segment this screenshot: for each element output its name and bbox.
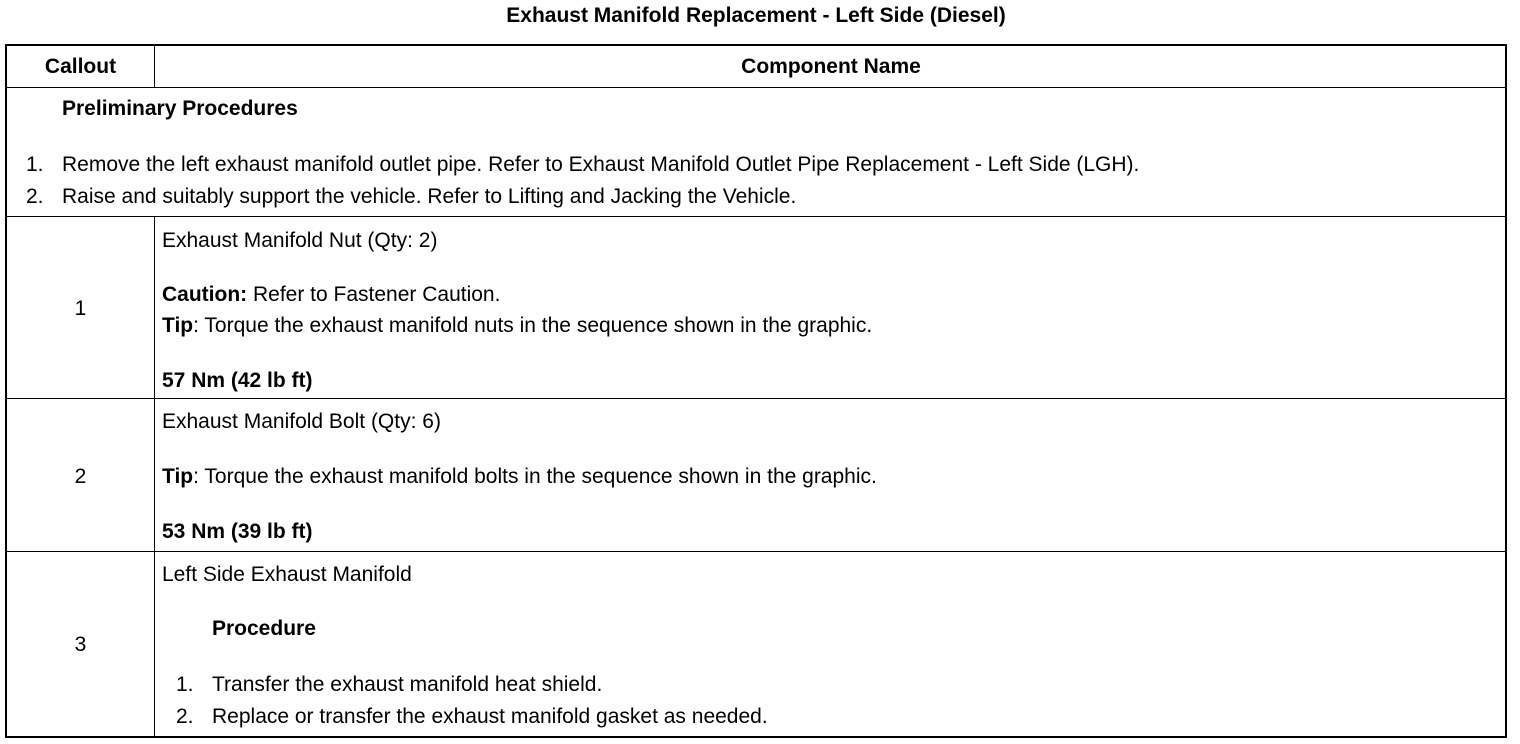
procedure-step-text: Transfer the exhaust manifold heat shield. (212, 673, 603, 696)
component-name: Exhaust Manifold Nut (Qty: 2) (162, 229, 438, 252)
component-name: Left Side Exhaust Manifold (162, 563, 412, 586)
preliminary-divider (6, 216, 1506, 217)
callout-number: 3 (74, 633, 87, 656)
tip-note (162, 465, 877, 489)
preliminary-step-text: Raise and suitably support the vehicle. Refer to Lifting and Jacking the Vehicle. (62, 185, 797, 208)
caution-label: Caution: (162, 283, 248, 306)
component-name: Exhaust Manifold Bolt (Qty: 6) (162, 410, 441, 433)
tip-label: Tip (162, 314, 194, 337)
procedure-step-number: 2. (176, 705, 194, 728)
tip-text: : Torque the exhaust manifold bolts in the sequence shown in the graphic. (193, 465, 877, 488)
caution-text: Refer to Fastener Caution. (247, 283, 501, 306)
caution-note (162, 283, 500, 307)
tip-note (162, 314, 872, 338)
column-header-callout: Callout (44, 55, 117, 78)
row-2-divider (6, 551, 1506, 552)
procedure-step-text: Replace or transfer the exhaust manifold gasket as needed. (212, 705, 768, 728)
procedure-heading: Procedure (212, 617, 316, 640)
document-title: Exhaust Manifold Replacement - Left Side (Diesel) (506, 4, 1006, 27)
row-1-divider (6, 398, 1506, 399)
preliminary-step-text: Remove the left exhaust manifold outlet pipe. Refer to Exhaust Manifold Outlet Pipe Replacement - Left Side (LGH). (62, 153, 1140, 176)
preliminary-step-number: 2. (26, 185, 44, 208)
callout-number: 1 (74, 297, 87, 320)
header-divider (6, 87, 1506, 88)
tip-label: Tip (162, 465, 194, 488)
procedure-step-number: 1. (176, 673, 194, 696)
callout-number: 2 (74, 465, 87, 488)
preliminary-heading: Preliminary Procedures (62, 97, 298, 120)
tip-text: : Torque the exhaust manifold nuts in the sequence shown in the graphic. (193, 314, 873, 337)
torque-spec: 53 Nm (39 lb ft) (162, 520, 313, 543)
header-column-divider (154, 45, 155, 87)
preliminary-step-number: 1. (26, 153, 44, 176)
body-column-divider (154, 216, 155, 737)
column-header-component-name: Component Name (741, 55, 921, 78)
torque-spec: 57 Nm (42 lb ft) (162, 369, 313, 392)
